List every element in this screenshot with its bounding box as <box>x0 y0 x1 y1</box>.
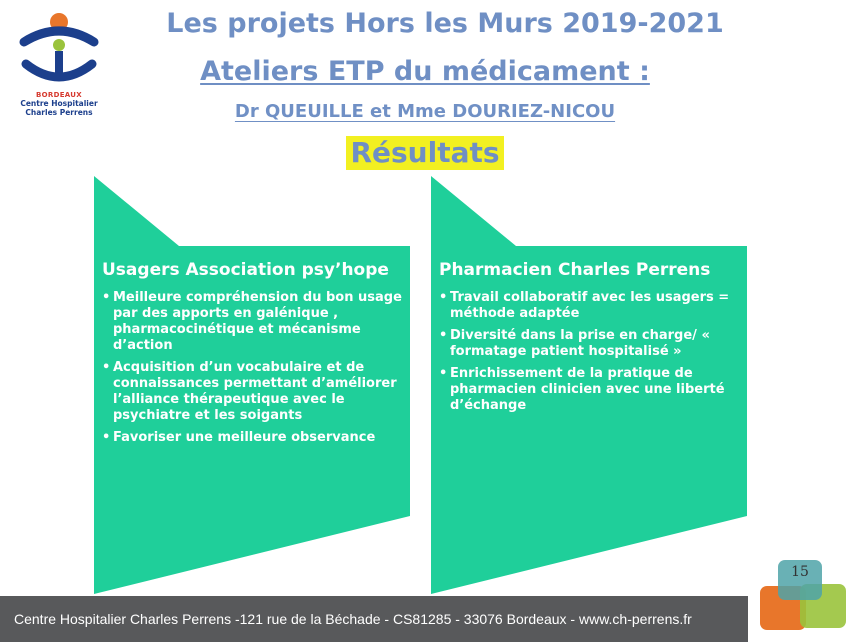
panel-right-content <box>439 260 741 420</box>
logo-green-dot <box>53 39 65 51</box>
list-item: • Enrichissement de la pratique de pharmacien clinicien avec une liberté d’échange <box>439 366 741 414</box>
page-subtitle: Ateliers ETP du médicament : <box>200 56 650 87</box>
panel-usagers <box>94 176 410 594</box>
page-title: Les projets Hors les Murs 2019-2021 <box>166 8 724 39</box>
list-item: • Diversité dans la prise en charge/ « formatage patient hospitalisé » <box>439 328 741 360</box>
list-item: • Favoriser une meilleure observance <box>102 430 404 446</box>
list-item: • Meilleure compréhension du bon usage par des apports en galénique , pharmacocinétique et mécanisme d’action <box>102 290 404 354</box>
section-heading: Résultats <box>346 136 503 170</box>
footer-bar <box>0 596 748 642</box>
logo-city: BORDEAUX <box>36 91 82 99</box>
page-number: 15 <box>791 564 809 580</box>
panel-left-title: Usagers Association psy’hope <box>102 260 389 280</box>
list-item: • Travail collaboratif avec les usagers = méthode adaptée <box>439 290 741 322</box>
page-number-badge <box>758 558 850 642</box>
logo-org-line2: Charles Perrens <box>25 107 93 117</box>
panel-left-content <box>102 260 404 452</box>
footer-text: Centre Hospitalier Charles Perrens -121 rue de la Béchade - CS81285 - 33076 Bordeaux - www.ch-perrens.fr <box>14 611 692 627</box>
authors: Dr QUEUILLE et Mme DOURIEZ-NICOU <box>234 101 616 122</box>
panel-right-title: Pharmacien Charles Perrens <box>439 260 711 280</box>
panel-left-list <box>102 290 404 446</box>
section-heading-wrap <box>0 136 850 170</box>
list-item: • Acquisition d’un vocabulaire et de connaissances permettant d’améliorer l’alliance thérapeutique avec le psychiatre et les soigants <box>102 360 404 424</box>
logo-org-line1: Centre Hospitalier <box>20 99 98 108</box>
panel-pharmacien <box>431 176 747 594</box>
panel-right-list <box>439 290 741 414</box>
